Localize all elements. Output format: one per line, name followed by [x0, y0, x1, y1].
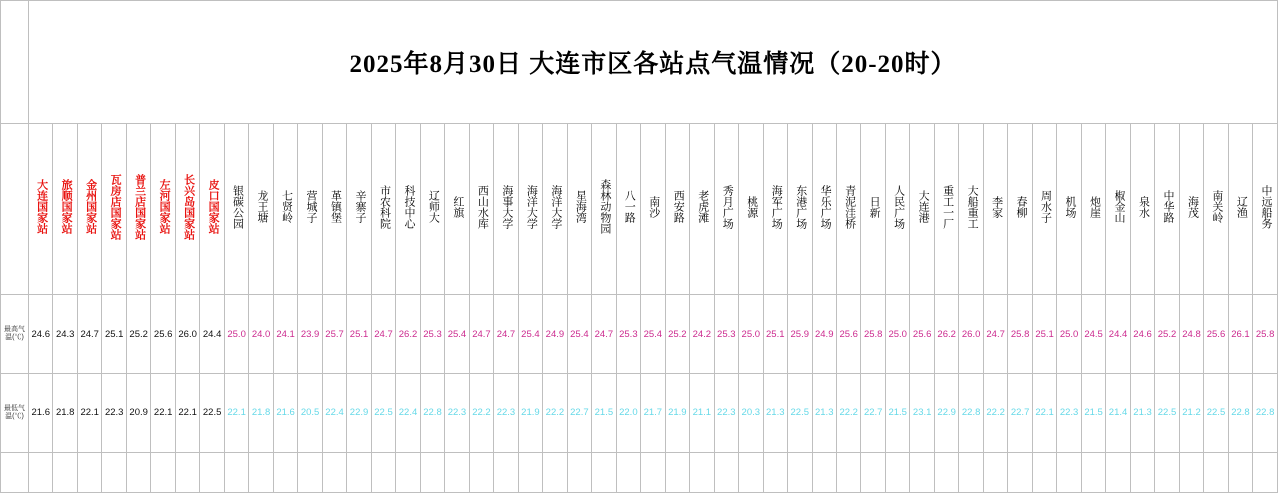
- low-temperature-cell: 22.2: [983, 374, 1007, 453]
- low-temperature-cell: 22.3: [714, 374, 738, 453]
- high-temperature-cell: 25.2: [665, 295, 689, 374]
- high-temperature-cell: 25.4: [567, 295, 591, 374]
- high-temperature-cell: 24.3: [53, 295, 77, 374]
- high-temperature-cell: 25.1: [347, 295, 371, 374]
- low-temperature-cell: 22.1: [77, 374, 101, 453]
- low-temperature-cell: 22.5: [1155, 374, 1179, 453]
- station-header-cell: [1106, 124, 1130, 295]
- empty-cell: [249, 452, 273, 492]
- page-title: 2025年8月30日 大连市区各站点气温情况（20-20时）: [349, 51, 957, 78]
- low-temperature-cell: 22.7: [861, 374, 885, 453]
- station-header-cell: [53, 124, 77, 295]
- high-temperature-cell: 25.2: [1155, 295, 1179, 374]
- low-temperature-cell: 22.5: [1204, 374, 1228, 453]
- station-header-cell: [1204, 124, 1228, 295]
- empty-cell: [126, 452, 150, 492]
- low-temperature-cell: 22.3: [494, 374, 518, 453]
- low-temperature-row: [1, 374, 1278, 453]
- empty-cell: [543, 452, 567, 492]
- station-name: 青泥洼桥: [843, 184, 856, 229]
- high-temperature-cell: 24.2: [690, 295, 714, 374]
- station-header-cell: [885, 124, 909, 295]
- station-header-cell: [1228, 124, 1252, 295]
- title-row: [1, 1, 1278, 124]
- station-header-cell: [298, 124, 322, 295]
- low-temperature-cell: 22.8: [420, 374, 444, 453]
- high-temperature-cell: 25.8: [1253, 295, 1278, 374]
- station-name: 中远船务: [1260, 184, 1273, 229]
- high-temperature-cell: 25.1: [102, 295, 126, 374]
- station-header-cell: [518, 124, 542, 295]
- station-header-cell: [77, 124, 101, 295]
- high-temperature-label-text: 最高气温(℃): [4, 326, 25, 342]
- station-header-cell: [126, 124, 150, 295]
- empty-cell: [592, 452, 616, 492]
- station-name: 八一路: [623, 190, 636, 224]
- low-temperature-cell: 21.8: [53, 374, 77, 453]
- low-temperature-cell: 20.3: [739, 374, 763, 453]
- station-header-cell: [175, 124, 199, 295]
- high-temperature-cell: 25.7: [322, 295, 346, 374]
- low-temperature-cell: 21.2: [1179, 374, 1203, 453]
- empty-cell: [959, 452, 983, 492]
- station-name: 西安路: [672, 190, 685, 224]
- empty-cell: [224, 452, 248, 492]
- low-temperature-cell: 22.9: [347, 374, 371, 453]
- empty-cell: [396, 452, 420, 492]
- station-name: 南沙: [647, 195, 660, 218]
- station-name: 辽师大: [427, 190, 440, 224]
- low-temperature-cell: 21.6: [29, 374, 53, 453]
- empty-cell: [1179, 452, 1203, 492]
- empty-cell: [763, 452, 787, 492]
- station-name: 革镇堡: [329, 190, 342, 224]
- empty-cell: [469, 452, 493, 492]
- station-name: 普兰店国家站: [133, 173, 146, 240]
- station-header-cell: [469, 124, 493, 295]
- empty-cell: [739, 452, 763, 492]
- low-temperature-cell: 22.0: [616, 374, 640, 453]
- station-header-cell: [445, 124, 469, 295]
- station-name: 周水子: [1039, 190, 1052, 224]
- station-name: 皮口国家站: [207, 179, 220, 235]
- station-name: 桃源: [745, 195, 758, 218]
- empty-cell: [102, 452, 126, 492]
- high-temperature-cell: 24.8: [1179, 295, 1203, 374]
- station-name: 机场: [1064, 195, 1077, 218]
- station-name: 海洋大学: [525, 184, 538, 229]
- low-temperature-cell: 21.4: [1106, 374, 1130, 453]
- high-temperature-cell: 25.0: [885, 295, 909, 374]
- high-temperature-cell: 24.9: [543, 295, 567, 374]
- high-temperature-cell: 24.7: [494, 295, 518, 374]
- station-header-cell: [494, 124, 518, 295]
- station-name: 海军广场: [770, 184, 783, 229]
- high-temperature-cell: 26.0: [175, 295, 199, 374]
- empty-cell: [322, 452, 346, 492]
- low-temperature-cell: 21.1: [690, 374, 714, 453]
- low-temperature-label-text: 最低气温(℃): [4, 404, 25, 420]
- low-temperature-cell: 22.4: [322, 374, 346, 453]
- station-name: 辽渔: [1235, 195, 1248, 218]
- station-name: 星海湾: [574, 190, 587, 224]
- high-temperature-cell: 25.6: [836, 295, 860, 374]
- station-header-cell: [592, 124, 616, 295]
- empty-row: [1, 452, 1278, 492]
- empty-cell: [29, 452, 53, 492]
- low-temperature-cell: 21.6: [273, 374, 297, 453]
- high-temperature-cell: 25.0: [739, 295, 763, 374]
- station-name: 左河国家站: [158, 179, 171, 235]
- low-temperature-cell: 22.1: [175, 374, 199, 453]
- station-name: 大连港: [917, 190, 930, 224]
- high-temperature-cell: 25.4: [641, 295, 665, 374]
- station-name: 人民广场: [892, 184, 905, 229]
- low-temperature-cell: 22.1: [1032, 374, 1056, 453]
- station-name: 椒金山: [1112, 190, 1125, 224]
- high-temperature-label: [1, 295, 29, 374]
- empty-cell: [812, 452, 836, 492]
- high-temperature-cell: 25.2: [126, 295, 150, 374]
- low-temperature-cell: 22.8: [1253, 374, 1278, 453]
- station-name: 泉水: [1137, 195, 1150, 218]
- high-temperature-cell: 24.7: [592, 295, 616, 374]
- low-temperature-cell: 21.9: [518, 374, 542, 453]
- station-header-cell: [1081, 124, 1105, 295]
- empty-cell: [77, 452, 101, 492]
- station-name: 七贤岭: [280, 190, 293, 224]
- empty-cell: [1130, 452, 1154, 492]
- low-temperature-cell: 22.2: [543, 374, 567, 453]
- station-header-cell: [396, 124, 420, 295]
- empty-cell: [273, 452, 297, 492]
- empty-cell: [616, 452, 640, 492]
- empty-cell: [1253, 452, 1278, 492]
- high-temperature-cell: 24.7: [371, 295, 395, 374]
- low-temperature-cell: 22.7: [567, 374, 591, 453]
- station-header-cell: [347, 124, 371, 295]
- station-header-cell: [1155, 124, 1179, 295]
- high-temperature-cell: 25.3: [616, 295, 640, 374]
- station-header-cell: [910, 124, 934, 295]
- high-temperature-cell: 24.5: [1081, 295, 1105, 374]
- high-temperature-cell: 24.4: [1106, 295, 1130, 374]
- station-header-cell: [836, 124, 860, 295]
- station-header-cell: [690, 124, 714, 295]
- high-temperature-cell: 25.6: [1204, 295, 1228, 374]
- high-temperature-cell: 25.3: [420, 295, 444, 374]
- station-header-cell: [739, 124, 763, 295]
- low-temperature-cell: 23.1: [910, 374, 934, 453]
- low-temperature-cell: 21.9: [665, 374, 689, 453]
- low-temperature-cell: 20.9: [126, 374, 150, 453]
- station-name: 海茂: [1186, 195, 1199, 218]
- low-temperature-cell: 22.9: [934, 374, 958, 453]
- station-name: 大连国家站: [35, 179, 48, 235]
- low-temperature-cell: 21.3: [763, 374, 787, 453]
- empty-cell: [445, 452, 469, 492]
- high-temperature-cell: 25.1: [763, 295, 787, 374]
- high-temperature-cell: 24.4: [200, 295, 224, 374]
- empty-cell: [934, 452, 958, 492]
- empty-cell: [1204, 452, 1228, 492]
- empty-cell: [885, 452, 909, 492]
- high-temperature-cell: 24.7: [983, 295, 1007, 374]
- empty-cell: [836, 452, 860, 492]
- station-name: 瓦房店国家站: [109, 173, 122, 240]
- station-name: 秀月广场: [721, 184, 734, 229]
- empty-cell: [910, 452, 934, 492]
- station-header-cell: [102, 124, 126, 295]
- station-name: 科技中心: [402, 184, 415, 229]
- high-temperature-cell: 25.6: [151, 295, 175, 374]
- empty-cell: [1008, 452, 1032, 492]
- empty-cell: [690, 452, 714, 492]
- empty-cell: [1106, 452, 1130, 492]
- low-temperature-cell: 22.1: [224, 374, 248, 453]
- empty-cell: [1155, 452, 1179, 492]
- station-header-cell: [861, 124, 885, 295]
- station-name: 华乐广场: [819, 184, 832, 229]
- high-temperature-cell: 26.2: [934, 295, 958, 374]
- low-temperature-cell: 21.5: [1081, 374, 1105, 453]
- empty-rowlabel-cell: [1, 452, 29, 492]
- station-name: 长兴岛国家站: [182, 173, 195, 240]
- high-temperature-cell: 25.0: [224, 295, 248, 374]
- empty-cell: [641, 452, 665, 492]
- low-temperature-cell: 22.5: [788, 374, 812, 453]
- station-header-cell: [151, 124, 175, 295]
- station-name: 海洋大学: [549, 184, 562, 229]
- station-header-cell: [983, 124, 1007, 295]
- empty-cell: [983, 452, 1007, 492]
- station-header-cell: [567, 124, 591, 295]
- header-rowlabel-cell: [1, 124, 29, 295]
- high-temperature-cell: 25.9: [788, 295, 812, 374]
- station-header-cell: [1253, 124, 1278, 295]
- high-temperature-cell: 24.1: [273, 295, 297, 374]
- low-temperature-cell: 22.8: [959, 374, 983, 453]
- high-temperature-cell: 26.1: [1228, 295, 1252, 374]
- station-header-cell: [249, 124, 273, 295]
- low-temperature-cell: 22.8: [1228, 374, 1252, 453]
- station-name: 金州国家站: [84, 179, 97, 235]
- station-name: 炮崖: [1088, 195, 1101, 218]
- empty-cell: [151, 452, 175, 492]
- high-temperature-cell: 25.4: [445, 295, 469, 374]
- empty-cell: [1081, 452, 1105, 492]
- high-temperature-cell: 26.2: [396, 295, 420, 374]
- low-temperature-cell: 21.8: [249, 374, 273, 453]
- empty-cell: [371, 452, 395, 492]
- high-temperature-cell: 23.9: [298, 295, 322, 374]
- station-header-cell: [763, 124, 787, 295]
- high-temperature-cell: 25.6: [910, 295, 934, 374]
- station-header-row: [1, 124, 1278, 295]
- high-temperature-cell: 24.6: [29, 295, 53, 374]
- station-header-cell: [420, 124, 444, 295]
- station-name: 中华路: [1161, 190, 1174, 224]
- station-name: 市农科院: [378, 184, 391, 229]
- station-header-cell: [812, 124, 836, 295]
- low-temperature-cell: 22.1: [151, 374, 175, 453]
- station-name: 西山水库: [476, 184, 489, 229]
- station-name: 南关岭: [1210, 190, 1223, 224]
- high-temperature-cell: 26.0: [959, 295, 983, 374]
- station-header-cell: [322, 124, 346, 295]
- low-temperature-cell: 21.5: [592, 374, 616, 453]
- high-temperature-cell: 25.1: [1032, 295, 1056, 374]
- high-temperature-cell: 24.0: [249, 295, 273, 374]
- empty-cell: [420, 452, 444, 492]
- low-temperature-cell: 22.3: [445, 374, 469, 453]
- low-temperature-cell: 21.3: [812, 374, 836, 453]
- high-temperature-cell: 24.9: [812, 295, 836, 374]
- low-temperature-cell: 22.4: [396, 374, 420, 453]
- high-temperature-row: [1, 295, 1278, 374]
- station-header-cell: [1057, 124, 1081, 295]
- empty-cell: [567, 452, 591, 492]
- empty-cell: [861, 452, 885, 492]
- station-name: 辛寨子: [353, 190, 366, 224]
- empty-cell: [53, 452, 77, 492]
- station-header-cell: [1179, 124, 1203, 295]
- station-header-cell: [1032, 124, 1056, 295]
- low-temperature-cell: 22.2: [836, 374, 860, 453]
- station-name: 旅顺国家站: [60, 179, 73, 235]
- station-header-cell: [959, 124, 983, 295]
- station-header-cell: [200, 124, 224, 295]
- high-temperature-cell: 25.3: [714, 295, 738, 374]
- station-header-cell: [641, 124, 665, 295]
- low-temperature-cell: 22.3: [102, 374, 126, 453]
- station-name: 日新: [868, 195, 881, 218]
- low-temperature-cell: 21.3: [1130, 374, 1154, 453]
- high-temperature-cell: 25.0: [1057, 295, 1081, 374]
- station-name: 龙王塘: [256, 190, 269, 224]
- page-title-cell: [29, 1, 1278, 124]
- empty-cell: [1032, 452, 1056, 492]
- high-temperature-cell: 25.8: [861, 295, 885, 374]
- empty-cell: [494, 452, 518, 492]
- station-header-cell: [788, 124, 812, 295]
- station-name: 东港广场: [794, 184, 807, 229]
- station-header-cell: [616, 124, 640, 295]
- low-temperature-cell: 21.5: [885, 374, 909, 453]
- station-header-cell: [665, 124, 689, 295]
- station-name: 营城子: [305, 190, 317, 224]
- empty-cell: [714, 452, 738, 492]
- corner-cell: [1, 1, 29, 124]
- low-temperature-cell: 22.2: [469, 374, 493, 453]
- station-name: 大船重工: [966, 184, 979, 229]
- low-temperature-cell: 20.5: [298, 374, 322, 453]
- empty-cell: [1228, 452, 1252, 492]
- station-name: 海事大学: [500, 184, 513, 229]
- station-header-cell: [1130, 124, 1154, 295]
- empty-cell: [788, 452, 812, 492]
- station-name: 红旗: [451, 195, 464, 218]
- empty-cell: [1057, 452, 1081, 492]
- station-header-cell: [1008, 124, 1032, 295]
- empty-cell: [665, 452, 689, 492]
- high-temperature-cell: 24.7: [77, 295, 101, 374]
- low-temperature-cell: 22.3: [1057, 374, 1081, 453]
- station-header-cell: [29, 124, 53, 295]
- station-name: 森林动物园: [598, 179, 611, 235]
- station-header-cell: [224, 124, 248, 295]
- station-name: 春柳: [1015, 195, 1028, 218]
- low-temperature-label: [1, 374, 29, 453]
- low-temperature-cell: 22.5: [371, 374, 395, 453]
- empty-cell: [298, 452, 322, 492]
- low-temperature-cell: 22.5: [200, 374, 224, 453]
- station-name: 银碳公园: [231, 184, 244, 229]
- station-name: 老虎滩: [696, 190, 709, 224]
- high-temperature-cell: 25.4: [518, 295, 542, 374]
- station-header-cell: [934, 124, 958, 295]
- low-temperature-cell: 22.7: [1008, 374, 1032, 453]
- empty-cell: [347, 452, 371, 492]
- station-name: 重工一厂: [941, 184, 954, 229]
- high-temperature-cell: 24.6: [1130, 295, 1154, 374]
- station-header-cell: [273, 124, 297, 295]
- high-temperature-cell: 24.7: [469, 295, 493, 374]
- station-header-cell: [714, 124, 738, 295]
- empty-cell: [200, 452, 224, 492]
- station-header-cell: [371, 124, 395, 295]
- low-temperature-cell: 21.7: [641, 374, 665, 453]
- empty-cell: [518, 452, 542, 492]
- station-name: 李家: [990, 195, 1003, 218]
- station-header-cell: [543, 124, 567, 295]
- high-temperature-cell: 25.8: [1008, 295, 1032, 374]
- empty-cell: [175, 452, 199, 492]
